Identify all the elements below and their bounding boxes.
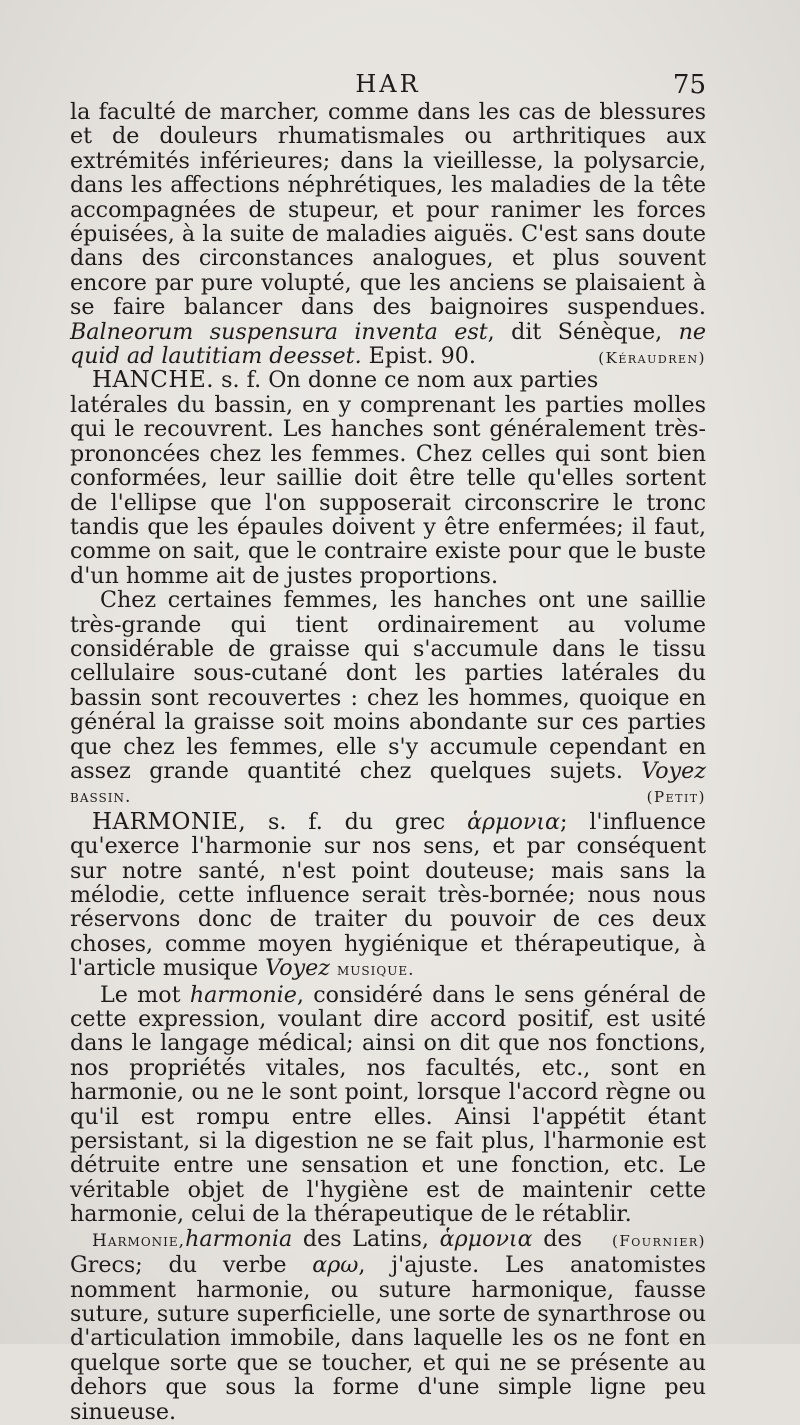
entry-harmonie-anatomy: Harmonie,harmonia des Latins, ἁρμονια des Grecs; du verbe αρω, j'ajuste. Les anatomistes nomment harmonie, ou suture harmonique, fausse suture, suture superficielle, une sorte de synarthrose ou d'articulation immobile, dans laquelle les os ne font en quelque sorte que se toucher, et qui ne se présente au dehors que sous la forme d'une simple ligne peu sinueuse.	[70, 1225, 706, 1425]
paragraph: Chez certaines femmes, les hanches ont une saillie très-grande qui tient ordinairement au volume considérable de graisse qui s'accumule dans le tissu cellulaire sous-cutané dont les parties latérales du bassin sont recouvertes : chez les hommes, quoique en général la graisse soit moins abondante sur ces parties que chez les femmes, elle s'y accumule cependant en assez grande quantité chez quelques sujets. Voyez bassin. (Petit)	[70, 588, 706, 810]
cross-reference: musique.	[337, 960, 415, 981]
continued-paragraph: la faculté de marcher, comme dans les cas de blessures et de douleurs rhumatismales ou arthritiques aux extrémités inférieures; dans la vieillesse, la polysarcie, dans les affections néphrétiques, les maladies de la tête accompagnées de stupeur, et pour ranimer les forces épuisées, à la suite de maladies aiguës. C'est sans doute dans des circonstances analogues, et plus souvent encore par pure volupté, que les anciens se plaisaient à se faire balancer dans des baignoires suspendues. Balneorum suspensura inventa est, dit Sénèque, ne quid ad lautitiam deesset. Epist. 90. (Kéraudren)	[70, 99, 706, 370]
author-signature: (Kéraudren)	[598, 349, 706, 368]
entry-hanche: HANCHE. s. f. On donne ce nom aux parties latérales du bassin, en y comprenant les parties molles qui le recouvrent. Les hanches sont généralement très-prononcées chez les femmes. Chez celles qui sont bien conformées, leur saillie doit être telle qu'elles sortent de l'ellipse que l'on supposerait circonscrire le tronc tandis que les épaules doivent y être enfermées; il faut, comme on sait, que le contraire existe pour que le buste d'un homme ait de justes proportions.	[70, 367, 706, 589]
entry-harmonie: HARMONIE, s. f. du grec ἁρμονια; l'influence qu'exerce l'harmonie sur nos sens, et par conséquent sur notre santé, n'est point douteuse; mais sans la mélodie, cette influence serait très-bornée; nous nous réservons donc de traiter du pouvoir de ces deux choses, comme moyen hygiénique et thérapeutique, à l'article musique Voyez musique.	[70, 808, 706, 982]
headword: HANCHE.	[92, 367, 215, 394]
page-number: 75	[672, 70, 706, 100]
greek-word: αρω	[312, 1252, 359, 1279]
headword: Harmonie,	[92, 1230, 186, 1251]
page-header	[70, 70, 706, 100]
headword: HARMONIE,	[92, 808, 247, 835]
paragraph: Le mot harmonie, considéré dans le sens général de cette expression, voulant dire accord positif, est usité dans le langage médical; ainsi on dit que nos fonctions, nos propriétés vitales, nos facultés, etc., sont en harmonie, ou ne le sont point, lorsque l'accord règne ou qu'il est rompu entre elles. Ainsi l'appétit étant persistant, si la digestion ne se fait plus, l'harmonie est détruite entre une sensation et une fonction, etc. Le véritable objet de l'hygiène est de maintenir cette harmonie, celui de la thérapeutique de le rétablir. (Fournier)	[70, 983, 706, 1227]
greek-word: ἁρμονια	[439, 1225, 533, 1252]
running-head: HAR	[355, 70, 421, 98]
author-signature: (Petit)	[646, 788, 706, 807]
author-signature: (Fournier)	[612, 1231, 706, 1250]
cross-reference: bassin.	[70, 787, 132, 808]
greek-word: ἁρμονια	[467, 808, 561, 835]
body-text	[70, 100, 706, 1424]
